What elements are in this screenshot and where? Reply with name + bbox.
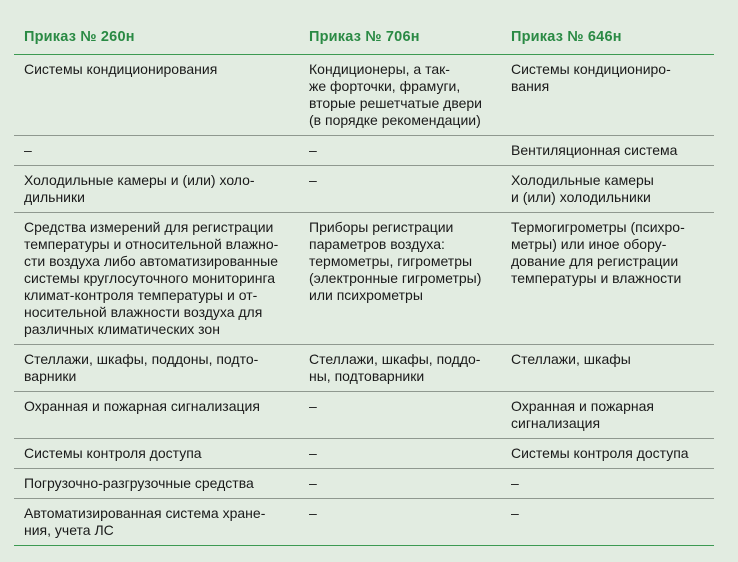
cell-646n: Охранная и пожарная сигнализация	[501, 392, 714, 439]
header-order-260n: Приказ № 260н	[14, 22, 299, 55]
table-row	[14, 469, 714, 499]
cell-260n: Холодильные камеры и (или) холо- дильники	[14, 166, 299, 213]
table-row	[14, 55, 714, 136]
table-row	[14, 439, 714, 469]
table-row	[14, 392, 714, 439]
cell-706n: –	[299, 136, 501, 166]
cell-706n: Стеллажи, шкафы, поддо- ны, подтоварники	[299, 345, 501, 392]
table-row	[14, 213, 714, 345]
cell-646n: –	[501, 469, 714, 499]
header-row	[14, 22, 714, 55]
table-row	[14, 345, 714, 392]
cell-706n: –	[299, 499, 501, 546]
cell-260n: Погрузочно-разгрузочные средства	[14, 469, 299, 499]
cell-706n: –	[299, 439, 501, 469]
cell-706n: –	[299, 392, 501, 439]
header-order-706n: Приказ № 706н	[299, 22, 501, 55]
cell-706n: –	[299, 469, 501, 499]
cell-646n: Термогигрометры (психро- метры) или иное обору- дование для регистрации температуры и влажности	[501, 213, 714, 345]
cell-646n: Вентиляционная система	[501, 136, 714, 166]
cell-646n: Системы контроля доступа	[501, 439, 714, 469]
cell-706n: Приборы регистрации параметров воздуха: термометры, гигрометры (электронные гигрометры) или психрометры	[299, 213, 501, 345]
cell-646n: Системы кондициониро- вания	[501, 55, 714, 136]
cell-260n: Стеллажи, шкафы, поддоны, подто- варники	[14, 345, 299, 392]
cell-646n: Холодильные камеры и (или) холодильники	[501, 166, 714, 213]
cell-260n: Системы кондиционирования	[14, 55, 299, 136]
cell-706n: –	[299, 166, 501, 213]
cell-646n: –	[501, 499, 714, 546]
cell-646n: Стеллажи, шкафы	[501, 345, 714, 392]
table-row	[14, 499, 714, 546]
cell-706n: Кондиционеры, а так- же форточки, фрамуги, вторые решетчатые двери (в порядке рекомендации)	[299, 55, 501, 136]
orders-comparison-table	[14, 22, 714, 546]
header-order-646n: Приказ № 646н	[501, 22, 714, 55]
cell-260n: –	[14, 136, 299, 166]
cell-260n: Автоматизированная система хране- ния, учета ЛС	[14, 499, 299, 546]
table-row	[14, 166, 714, 213]
cell-260n: Охранная и пожарная сигнализация	[14, 392, 299, 439]
cell-260n: Системы контроля доступа	[14, 439, 299, 469]
table-row	[14, 136, 714, 166]
cell-260n: Средства измерений для регистрации температуры и относительной влажно- сти воздуха либо автоматизированные системы круглосуточного мониторинга климат-контроля температуры и от- носительной влажности воздуха для различных климатических зон	[14, 213, 299, 345]
